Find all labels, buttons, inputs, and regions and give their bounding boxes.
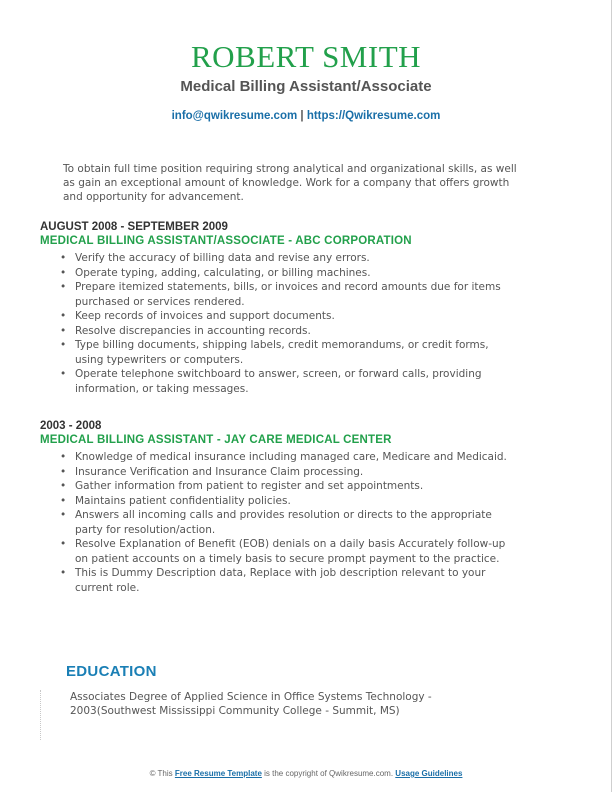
free-resume-template-link[interactable]: Free Resume Template [174,769,262,778]
list-item: • Operate typing, adding, calculating, or billing machines. [60,266,515,281]
contact-separator: | [300,110,304,122]
education-heading: EDUCATION [66,663,157,680]
footer [0,769,612,778]
list-item: • Keep records of invoices and support documents. [60,309,515,324]
list-item: • Resolve Explanation of Benefit (EOB) denials on a daily basis Accurately follow-up on patient accounts on a timely basis to secure prompt payment to the practice. [60,537,515,566]
education-text: Associates Degree of Applied Science in Office Systems Technology - 2003(Southwest Mississippi Community College - Summit, MS) [70,691,432,717]
list-item: • Gather information from patient to register and set appointments. [60,479,515,494]
job-entry [40,220,540,396]
website-link[interactable]: https://Qwikresume.com [306,110,441,122]
list-item: • Type billing documents, shipping labels, credit memorandums, or credit forms, using typewriters or computers. [60,338,515,367]
list-item: • Knowledge of medical insurance including managed care, Medicare and Medicaid. [60,450,515,465]
list-item: • Maintains patient confidentiality policies. [60,494,515,509]
list-item: • Prepare itemized statements, bills, or invoices and record amounts due for items purchased or services rendered. [60,280,515,309]
job-dates: 2003 - 2008 [40,420,102,432]
footer-prefix: © This [149,769,173,778]
email-link[interactable]: info@qwikresume.com [171,110,298,122]
job-entry [40,419,540,595]
list-item: • Resolve discrepancies in accounting records. [60,324,515,339]
list-item: • This is Dummy Description data, Replace with job description relevant to your current role. [60,566,515,595]
summary-text: To obtain full time position requiring strong analytical and organizational skills, as well as gain an exceptional amount of knowledge. Work for a company that offers growth and opportunity for advancement. [63,163,517,203]
candidate-name: ROBERT SMITH [190,39,422,74]
list-item: • Insurance Verification and Insurance Claim processing. [60,465,515,480]
list-item: • Operate telephone switchboard to answer, screen, or forward calls, providing information, or taking messages. [60,367,515,396]
job-bullets [40,450,540,595]
list-item: • Answers all incoming calls and provides resolution or directs to the appropriate party for resolution/action. [60,508,515,537]
list-item: • Verify the accuracy of billing data and revise any errors. [60,251,515,266]
contact-line [0,110,612,122]
job-dates: AUGUST 2008 - SEPTEMBER 2009 [40,221,228,233]
usage-guidelines-link[interactable]: Usage Guidelines [395,769,463,778]
candidate-role: Medical Billing Assistant/Associate [180,78,432,95]
education-divider [40,690,42,740]
footer-middle: is the copyright of Qwikresume.com. [264,769,394,778]
job-title: MEDICAL BILLING ASSISTANT/ASSOCIATE - ABC CORPORATION [40,235,412,247]
job-bullets [40,251,540,396]
job-title: MEDICAL BILLING ASSISTANT - JAY CARE MEDICAL CENTER [40,434,392,446]
